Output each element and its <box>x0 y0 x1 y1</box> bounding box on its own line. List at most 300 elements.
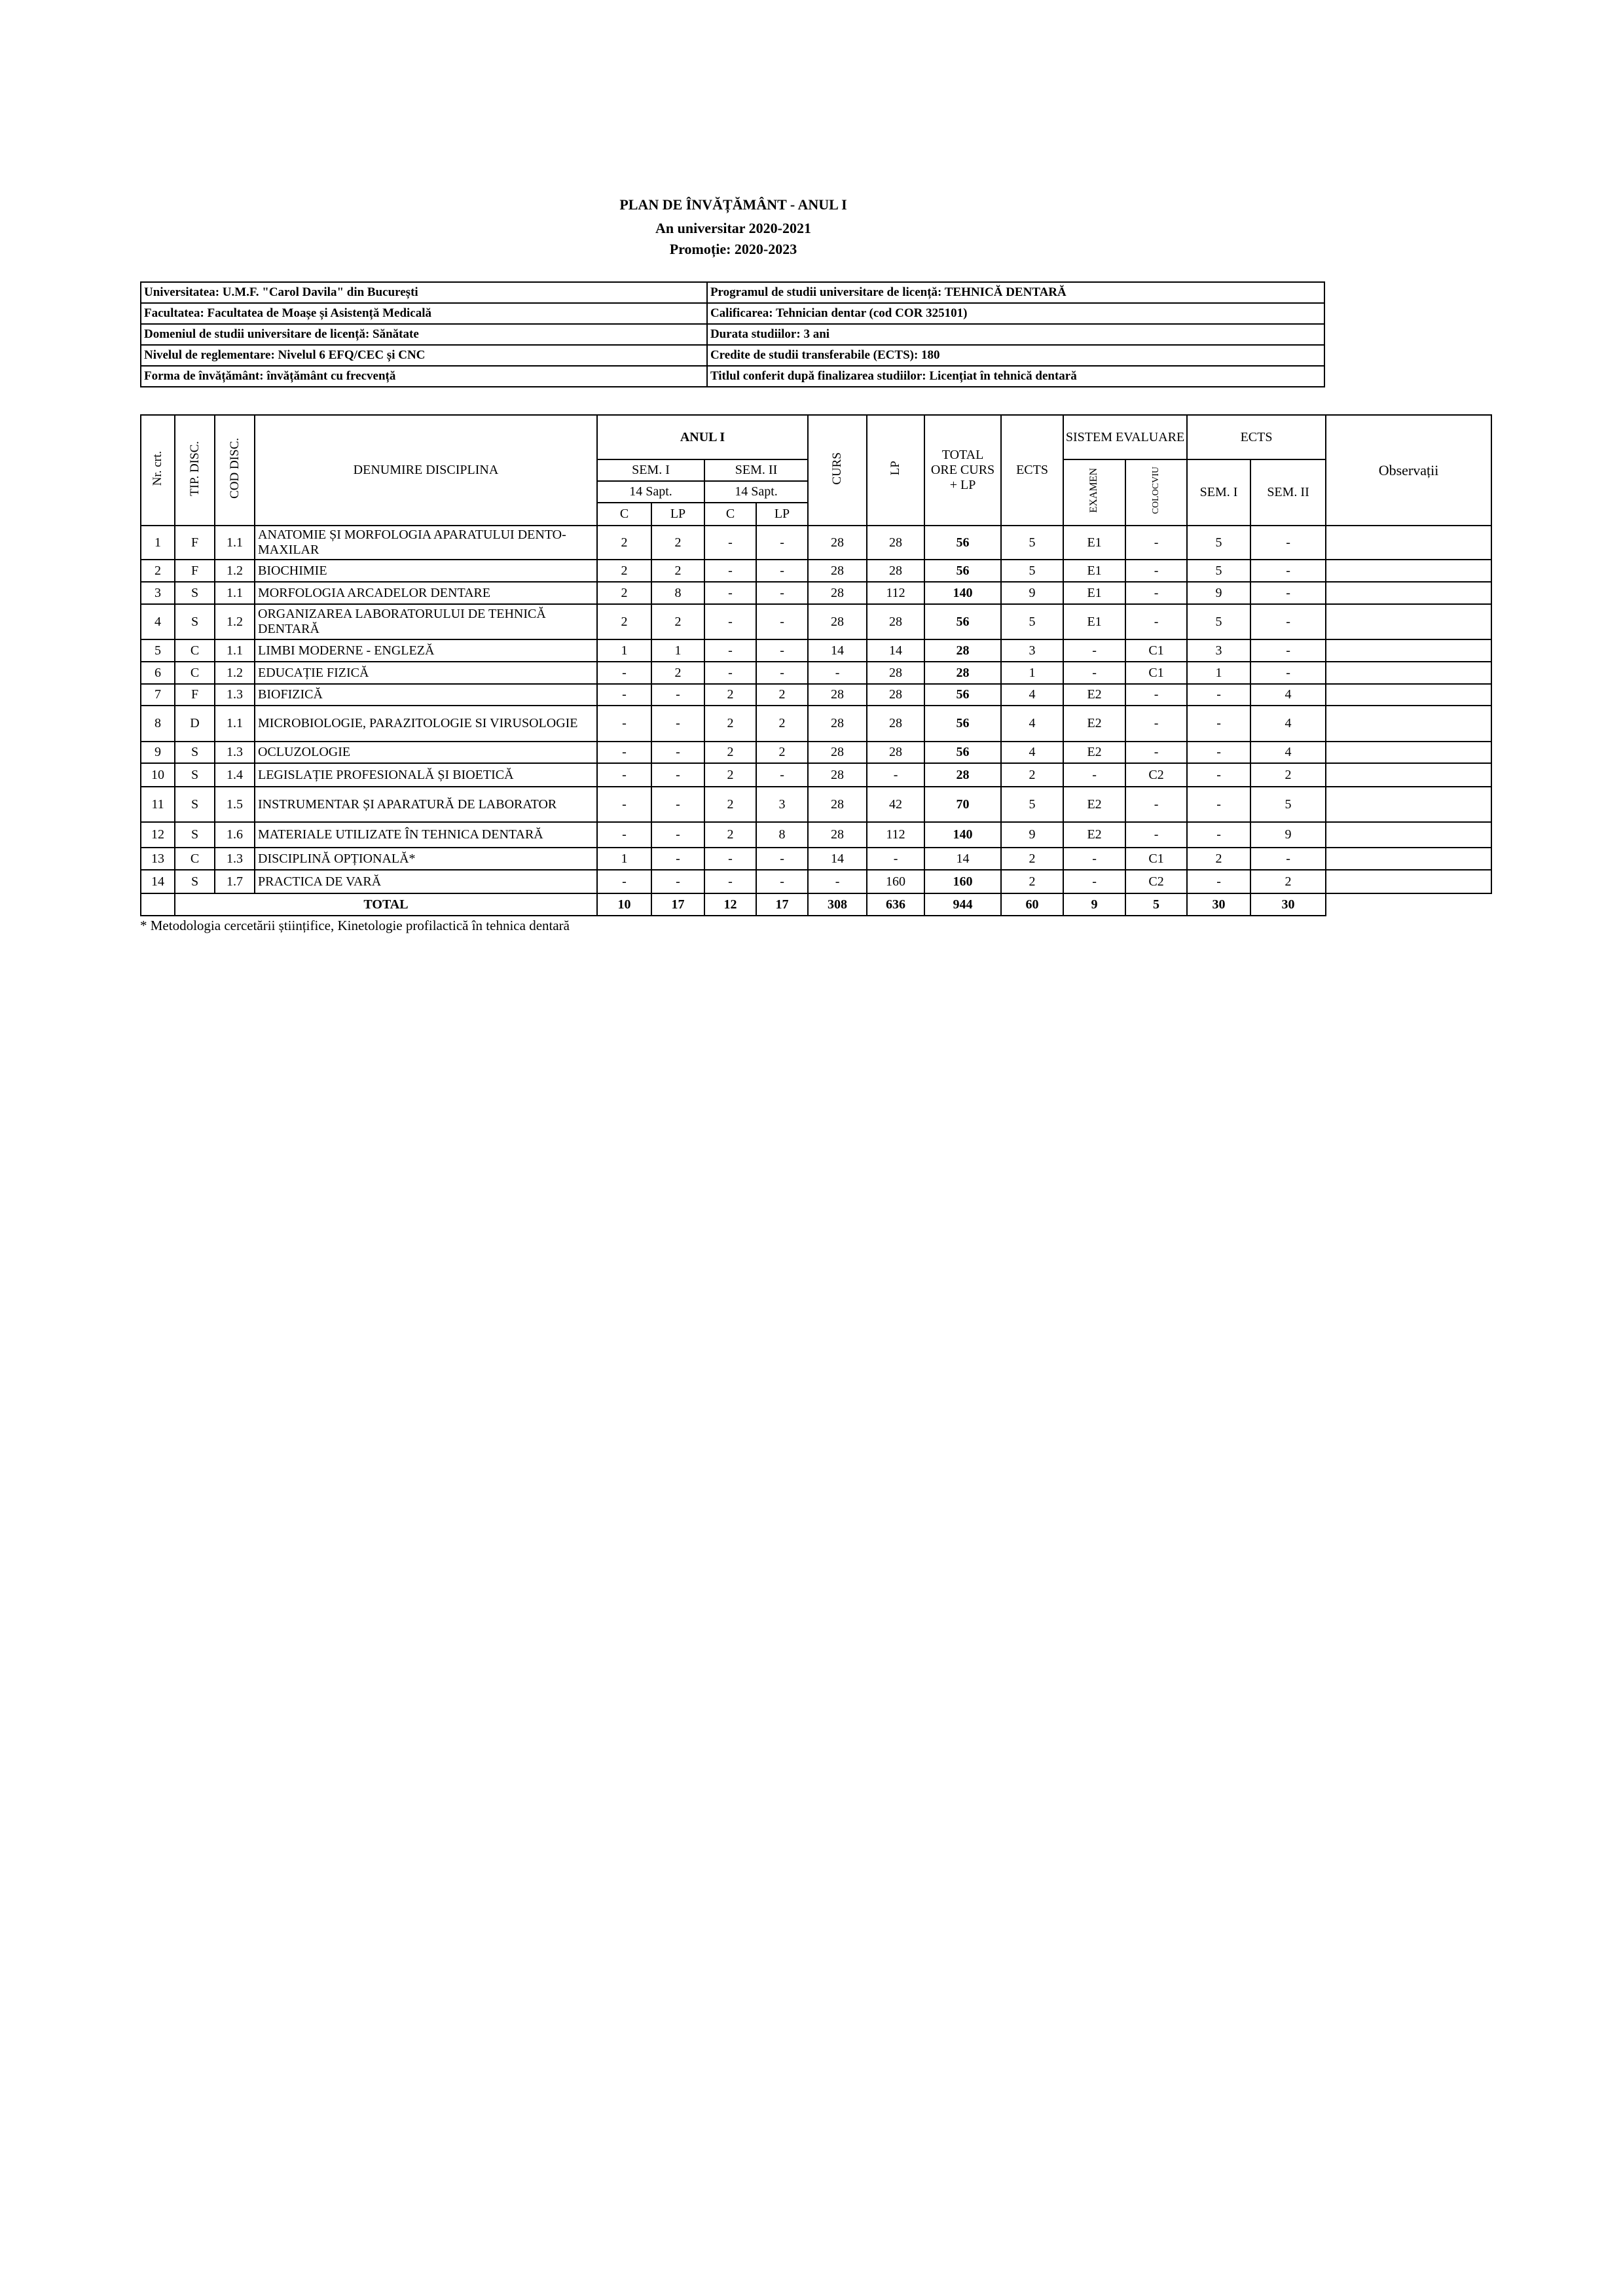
cell-total: 56 <box>924 742 1001 763</box>
col-cod: COD DISC. <box>215 415 255 526</box>
col-ects: ECTS <box>1001 415 1063 526</box>
cell-ects: 9 <box>1001 582 1063 604</box>
cell-tip: S <box>175 604 215 639</box>
cell-nr: 10 <box>141 763 175 787</box>
cell-col: C2 <box>1125 763 1187 787</box>
cell-cod: 1.3 <box>215 684 255 706</box>
col-c2: C <box>704 503 756 526</box>
cell-nr: 6 <box>141 662 175 684</box>
cell-nr: 8 <box>141 706 175 742</box>
cell-col: - <box>1125 684 1187 706</box>
table-row <box>141 684 1491 706</box>
table-row <box>141 639 1491 662</box>
cell-obs <box>1326 870 1491 893</box>
col-curs: CURS <box>808 415 867 526</box>
cell-total: 140 <box>924 822 1001 848</box>
cell-ex: E2 <box>1063 706 1125 742</box>
cell-e1: - <box>1187 706 1250 742</box>
cell-col: - <box>1125 706 1187 742</box>
cell-e2: - <box>1250 526 1326 560</box>
cell-curs: 14 <box>808 848 867 870</box>
cell-lp2: - <box>756 763 808 787</box>
cell-e1: - <box>1187 787 1250 822</box>
cell-c1: - <box>597 787 651 822</box>
cell-curs: 28 <box>808 706 867 742</box>
cell-obs <box>1326 822 1491 848</box>
info-left: Universitatea: U.M.F. "Carol Davila" din București <box>141 282 707 303</box>
cell-obs <box>1326 787 1491 822</box>
cell-cod: 1.6 <box>215 822 255 848</box>
col-nr: Nr. crt. <box>141 415 175 526</box>
cell-c2: 2 <box>704 787 756 822</box>
cell-ects: 5 <box>1001 526 1063 560</box>
cell-nr: 7 <box>141 684 175 706</box>
cell-obs <box>1326 848 1491 870</box>
cell-e2: 2 <box>1250 763 1326 787</box>
info-table <box>140 281 1325 387</box>
cell-lp1: - <box>651 706 704 742</box>
cell-lp2: 2 <box>756 684 808 706</box>
col-weeks1: 14 Sapt. <box>597 481 704 503</box>
cell-e2: 4 <box>1250 706 1326 742</box>
cell-e2: - <box>1250 560 1326 582</box>
cell-tip: S <box>175 742 215 763</box>
cell-nr: 3 <box>141 582 175 604</box>
cell-e1: 2 <box>1187 848 1250 870</box>
cell-ects: 5 <box>1001 787 1063 822</box>
cell-c2: 2 <box>704 742 756 763</box>
table-row <box>141 604 1491 639</box>
cell-total: 56 <box>924 560 1001 582</box>
cell-cod: 1.1 <box>215 526 255 560</box>
cell-cod: 1.2 <box>215 604 255 639</box>
cell-curs: 28 <box>808 604 867 639</box>
cell-lp1: 2 <box>651 662 704 684</box>
total-row <box>141 893 1491 916</box>
cell-e2: 4 <box>1250 684 1326 706</box>
cell-tip: S <box>175 582 215 604</box>
cell-c2: - <box>704 848 756 870</box>
cell-name: DISCIPLINĂ OPȚIONALĂ* <box>255 848 597 870</box>
cell-c2: - <box>704 560 756 582</box>
info-row <box>141 345 1324 366</box>
total-e1: 30 <box>1187 893 1250 916</box>
cell-c1: 1 <box>597 848 651 870</box>
cell-e1: - <box>1187 684 1250 706</box>
cell-lp: - <box>867 763 924 787</box>
cell-ex: E2 <box>1063 787 1125 822</box>
col-sem2: SEM. II <box>704 459 808 481</box>
cell-lp: 28 <box>867 684 924 706</box>
footnote: * Metodologia cercetării științifice, Kinetologie profilactică în tehnica dentară <box>140 918 570 933</box>
cell-col: C1 <box>1125 662 1187 684</box>
table-row <box>141 560 1491 582</box>
info-left: Facultatea: Facultatea de Moașe și Asistență Medicală <box>141 303 707 324</box>
cell-ex: - <box>1063 662 1125 684</box>
col-anul: ANUL I <box>597 415 808 459</box>
cell-col: - <box>1125 560 1187 582</box>
cell-c1: 2 <box>597 604 651 639</box>
cell-lp2: - <box>756 662 808 684</box>
cell-lp1: - <box>651 763 704 787</box>
cell-e2: - <box>1250 582 1326 604</box>
cell-col: - <box>1125 526 1187 560</box>
total-lp2: 17 <box>756 893 808 916</box>
cell-ex: E1 <box>1063 604 1125 639</box>
table-row <box>141 822 1491 848</box>
cell-cod: 1.2 <box>215 662 255 684</box>
cell-obs <box>1326 526 1491 560</box>
cell-obs <box>1326 763 1491 787</box>
cell-lp: 28 <box>867 706 924 742</box>
cell-total: 28 <box>924 763 1001 787</box>
cell-e1: 5 <box>1187 604 1250 639</box>
cell-tip: S <box>175 822 215 848</box>
cell-nr: 2 <box>141 560 175 582</box>
cell-lp1: 2 <box>651 526 704 560</box>
cell-lp2: - <box>756 560 808 582</box>
cell-name: MICROBIOLOGIE, PARAZITOLOGIE SI VIRUSOLOGIE <box>255 706 597 742</box>
cell-c2: - <box>704 604 756 639</box>
cell-c1: - <box>597 662 651 684</box>
info-row <box>141 324 1324 345</box>
cell-ects: 2 <box>1001 763 1063 787</box>
cell-lp1: - <box>651 848 704 870</box>
cell-lp2: - <box>756 582 808 604</box>
info-right: Titlul conferit după finalizarea studiilor: Licențiat în tehnică dentară <box>707 366 1324 387</box>
cell-lp1: - <box>651 684 704 706</box>
col-sistem: SISTEM EVALUARE <box>1063 415 1187 459</box>
cell-nr: 5 <box>141 639 175 662</box>
cell-curs: 28 <box>808 560 867 582</box>
cell-ex: E1 <box>1063 526 1125 560</box>
cell-lp: 160 <box>867 870 924 893</box>
cell-cod: 1.1 <box>215 706 255 742</box>
cell-e1: 5 <box>1187 526 1250 560</box>
cell-col: C2 <box>1125 870 1187 893</box>
cell-name: INSTRUMENTAR ȘI APARATURĂ DE LABORATOR <box>255 787 597 822</box>
cell-cod: 1.3 <box>215 848 255 870</box>
cell-ects: 2 <box>1001 870 1063 893</box>
cell-c2: 2 <box>704 763 756 787</box>
cell-lp: 28 <box>867 526 924 560</box>
cell-ects: 9 <box>1001 822 1063 848</box>
cell-lp2: - <box>756 604 808 639</box>
cell-c1: - <box>597 763 651 787</box>
info-right: Durata studiilor: 3 ani <box>707 324 1324 345</box>
cell-c2: - <box>704 526 756 560</box>
info-left: Forma de învățământ: învățământ cu frecvență <box>141 366 707 387</box>
cell-c2: - <box>704 582 756 604</box>
info-row <box>141 282 1324 303</box>
cell-ex: - <box>1063 763 1125 787</box>
cell-ex: E2 <box>1063 822 1125 848</box>
cell-name: EDUCAȚIE FIZICĂ <box>255 662 597 684</box>
total-lp1: 17 <box>651 893 704 916</box>
academic-year: An universitar 2020-2021 <box>655 220 811 236</box>
cell-total: 28 <box>924 662 1001 684</box>
cell-cod: 1.1 <box>215 639 255 662</box>
cell-e2: 2 <box>1250 870 1326 893</box>
cell-e2: - <box>1250 639 1326 662</box>
document-title: PLAN DE ÎNVĂȚĂMÂNT - ANUL I <box>619 196 847 213</box>
cell-e2: 4 <box>1250 742 1326 763</box>
col-lp2: LP <box>756 503 808 526</box>
cell-c1: - <box>597 684 651 706</box>
cell-total: 14 <box>924 848 1001 870</box>
cell-name: MATERIALE UTILIZATE ÎN TEHNICA DENTARĂ <box>255 822 597 848</box>
cell-lp2: 3 <box>756 787 808 822</box>
cell-c1: 2 <box>597 582 651 604</box>
cell-lp1: - <box>651 742 704 763</box>
cell-c1: - <box>597 822 651 848</box>
cell-col: C1 <box>1125 848 1187 870</box>
info-right: Programul de studii universitare de licență: TEHNICĂ DENTARĂ <box>707 282 1324 303</box>
cell-e1: - <box>1187 822 1250 848</box>
cell-ects: 5 <box>1001 604 1063 639</box>
cell-curs: 28 <box>808 684 867 706</box>
cell-tip: S <box>175 870 215 893</box>
cell-ects: 1 <box>1001 662 1063 684</box>
table-row <box>141 848 1491 870</box>
cell-e2: - <box>1250 604 1326 639</box>
total-label: TOTAL <box>175 893 597 916</box>
cell-lp2: 2 <box>756 706 808 742</box>
cell-lp: 28 <box>867 604 924 639</box>
cell-name: OCLUZOLOGIE <box>255 742 597 763</box>
cell-ex: - <box>1063 870 1125 893</box>
total-total: 944 <box>924 893 1001 916</box>
cell-lp: 28 <box>867 742 924 763</box>
cell-e1: 3 <box>1187 639 1250 662</box>
cell-curs: 28 <box>808 582 867 604</box>
cell-ects: 5 <box>1001 560 1063 582</box>
col-tip: TIP. DISC. <box>175 415 215 526</box>
col-colocviu: COLOCVIU <box>1125 459 1187 526</box>
col-c1: C <box>597 503 651 526</box>
cell-cod: 1.7 <box>215 870 255 893</box>
cell-c2: 2 <box>704 822 756 848</box>
cell-lp1: 2 <box>651 560 704 582</box>
cell-lp: 14 <box>867 639 924 662</box>
cell-col: - <box>1125 787 1187 822</box>
total-e2: 30 <box>1250 893 1326 916</box>
cell-ex: - <box>1063 848 1125 870</box>
cell-total: 160 <box>924 870 1001 893</box>
cell-curs: 28 <box>808 526 867 560</box>
cell-e1: 9 <box>1187 582 1250 604</box>
cell-nr: 12 <box>141 822 175 848</box>
cell-c1: - <box>597 742 651 763</box>
cell-obs <box>1326 742 1491 763</box>
cell-e2: - <box>1250 662 1326 684</box>
cell-total: 56 <box>924 604 1001 639</box>
cell-lp2: 2 <box>756 742 808 763</box>
cell-cod: 1.1 <box>215 582 255 604</box>
cell-obs <box>1326 706 1491 742</box>
cell-nr: 4 <box>141 604 175 639</box>
cell-lp2: - <box>756 870 808 893</box>
cell-obs <box>1326 639 1491 662</box>
cell-lp: 112 <box>867 582 924 604</box>
col-total: TOTAL ORE CURS + LP <box>924 415 1001 526</box>
table-row <box>141 582 1491 604</box>
cell-c2: - <box>704 870 756 893</box>
cell-tip: C <box>175 662 215 684</box>
cell-lp: - <box>867 848 924 870</box>
cell-curs: 28 <box>808 742 867 763</box>
cell-col: - <box>1125 742 1187 763</box>
total-ects: 60 <box>1001 893 1063 916</box>
cell-lp: 112 <box>867 822 924 848</box>
cell-c2: - <box>704 639 756 662</box>
cell-ex: E1 <box>1063 582 1125 604</box>
cell-lp1: - <box>651 870 704 893</box>
cell-obs <box>1326 662 1491 684</box>
cell-lp: 28 <box>867 560 924 582</box>
cell-c1: 1 <box>597 639 651 662</box>
total-lp: 636 <box>867 893 924 916</box>
cell-empty <box>141 893 175 916</box>
cell-col: - <box>1125 822 1187 848</box>
promotion: Promoție: 2020-2023 <box>669 241 797 257</box>
cell-e1: 5 <box>1187 560 1250 582</box>
cell-tip: C <box>175 639 215 662</box>
cell-lp1: - <box>651 822 704 848</box>
cell-ects: 4 <box>1001 684 1063 706</box>
cell-curs: - <box>808 662 867 684</box>
col-name: DENUMIRE DISCIPLINA <box>255 415 597 526</box>
cell-c2: 2 <box>704 706 756 742</box>
cell-nr: 9 <box>141 742 175 763</box>
cell-curs: - <box>808 870 867 893</box>
col-ects-group: ECTS <box>1187 415 1326 459</box>
cell-lp2: - <box>756 639 808 662</box>
cell-obs <box>1326 560 1491 582</box>
cell-e1: - <box>1187 763 1250 787</box>
cell-tip: S <box>175 763 215 787</box>
col-ects-sem2: SEM. II <box>1250 459 1326 526</box>
cell-ects: 3 <box>1001 639 1063 662</box>
info-row <box>141 303 1324 324</box>
total-col: 5 <box>1125 893 1187 916</box>
cell-c1: - <box>597 870 651 893</box>
cell-tip: F <box>175 684 215 706</box>
cell-curs: 28 <box>808 822 867 848</box>
cell-lp2: 8 <box>756 822 808 848</box>
cell-ex: - <box>1063 639 1125 662</box>
cell-total: 56 <box>924 526 1001 560</box>
cell-lp1: 2 <box>651 604 704 639</box>
cell-lp1: 8 <box>651 582 704 604</box>
cell-total: 28 <box>924 639 1001 662</box>
cell-col: - <box>1125 604 1187 639</box>
cell-lp2: - <box>756 526 808 560</box>
table-row <box>141 526 1491 560</box>
cell-c2: 2 <box>704 684 756 706</box>
total-c1: 10 <box>597 893 651 916</box>
cell-name: BIOCHIMIE <box>255 560 597 582</box>
cell-cod: 1.2 <box>215 560 255 582</box>
cell-tip: S <box>175 787 215 822</box>
cell-name: ORGANIZAREA LABORATORULUI DE TEHNICĂ DENTARĂ <box>255 604 597 639</box>
cell-total: 56 <box>924 684 1001 706</box>
cell-e1: - <box>1187 742 1250 763</box>
cell-lp1: - <box>651 787 704 822</box>
cell-name: BIOFIZICĂ <box>255 684 597 706</box>
cell-e1: 1 <box>1187 662 1250 684</box>
cell-total: 140 <box>924 582 1001 604</box>
cell-nr: 14 <box>141 870 175 893</box>
cell-c1: 2 <box>597 560 651 582</box>
cell-e1: - <box>1187 870 1250 893</box>
cell-e2: - <box>1250 848 1326 870</box>
total-c2: 12 <box>704 893 756 916</box>
col-ects-sem1: SEM. I <box>1187 459 1250 526</box>
cell-ex: E2 <box>1063 742 1125 763</box>
cell-total: 56 <box>924 706 1001 742</box>
info-right: Calificarea: Tehnician dentar (cod COR 325101) <box>707 303 1324 324</box>
cell-c1: - <box>597 706 651 742</box>
table-row <box>141 787 1491 822</box>
cell-name: LEGISLAȚIE PROFESIONALĂ ȘI BIOETICĂ <box>255 763 597 787</box>
col-lp-total: LP <box>867 415 924 526</box>
cell-curs: 14 <box>808 639 867 662</box>
cell-ex: E2 <box>1063 684 1125 706</box>
cell-empty <box>1326 893 1491 916</box>
cell-name: ANATOMIE ȘI MORFOLOGIA APARATULUI DENTO-MAXILAR <box>255 526 597 560</box>
cell-tip: D <box>175 706 215 742</box>
cell-e2: 5 <box>1250 787 1326 822</box>
info-row <box>141 366 1324 387</box>
cell-col: C1 <box>1125 639 1187 662</box>
total-ex: 9 <box>1063 893 1125 916</box>
cell-cod: 1.5 <box>215 787 255 822</box>
info-left: Nivelul de reglementare: Nivelul 6 EFQ/CEC și CNC <box>141 345 707 366</box>
cell-ex: E1 <box>1063 560 1125 582</box>
cell-nr: 13 <box>141 848 175 870</box>
col-lp1: LP <box>651 503 704 526</box>
cell-obs <box>1326 684 1491 706</box>
cell-c2: - <box>704 662 756 684</box>
col-weeks2: 14 Sapt. <box>704 481 808 503</box>
total-curs: 308 <box>808 893 867 916</box>
cell-lp: 28 <box>867 662 924 684</box>
cell-nr: 11 <box>141 787 175 822</box>
cell-lp: 42 <box>867 787 924 822</box>
table-row <box>141 662 1491 684</box>
cell-total: 70 <box>924 787 1001 822</box>
cell-obs <box>1326 604 1491 639</box>
cell-tip: F <box>175 560 215 582</box>
cell-lp1: 1 <box>651 639 704 662</box>
cell-lp2: - <box>756 848 808 870</box>
cell-ects: 4 <box>1001 742 1063 763</box>
col-obs: Observații <box>1326 415 1491 526</box>
cell-col: - <box>1125 582 1187 604</box>
cell-curs: 28 <box>808 787 867 822</box>
cell-curs: 28 <box>808 763 867 787</box>
cell-cod: 1.4 <box>215 763 255 787</box>
col-sem1: SEM. I <box>597 459 704 481</box>
cell-cod: 1.3 <box>215 742 255 763</box>
cell-name: LIMBI MODERNE - ENGLEZĂ <box>255 639 597 662</box>
cell-ects: 2 <box>1001 848 1063 870</box>
cell-ects: 4 <box>1001 706 1063 742</box>
table-row <box>141 870 1491 893</box>
curriculum-table <box>140 414 1492 916</box>
table-row <box>141 742 1491 763</box>
